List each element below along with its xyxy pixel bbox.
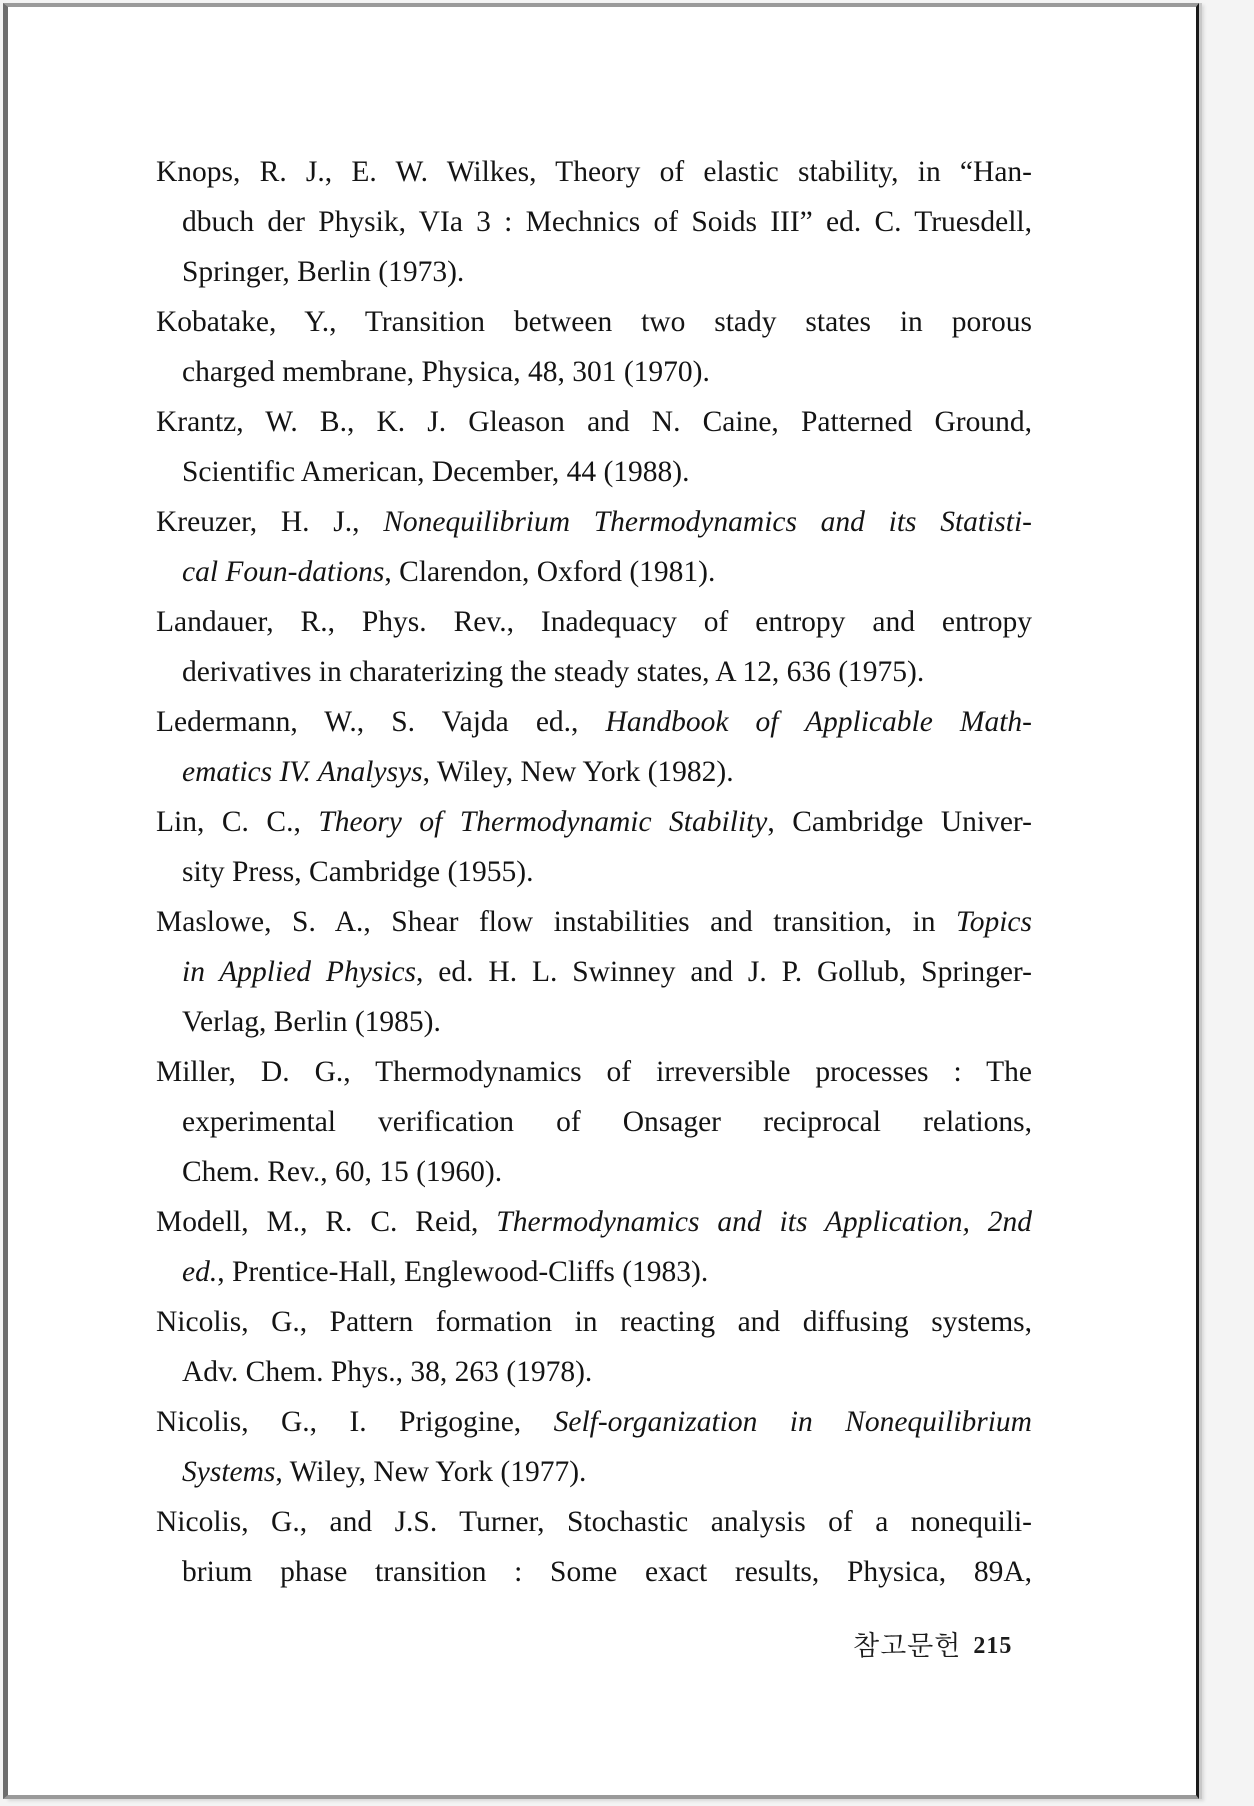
reference-text: Lin, C. C., (156, 806, 319, 838)
reference-entry (156, 297, 1032, 397)
reference-line (156, 1397, 1032, 1447)
reference-text: Kreuzer, H. J., (156, 506, 384, 538)
reference-text: Ledermann, W., S. Vajda ed., (156, 706, 606, 738)
reference-text: charged membrane, Physica, 48, 301 (1970). (182, 356, 710, 388)
reference-line (156, 747, 1032, 797)
reference-entry (156, 1197, 1032, 1297)
reference-text: Miller, D. G., Thermodynamics of irreversible processes : The (156, 1056, 1032, 1088)
reference-text: Kobatake, Y., Transition between two stady states in porous (156, 306, 1032, 338)
reference-line (156, 1097, 1032, 1147)
reference-title-italic: Thermodynamics and its Application, 2nd (496, 1206, 1032, 1238)
reference-line (156, 797, 1032, 847)
reference-text: Nicolis, G., I. Prigogine, (156, 1406, 554, 1438)
reference-entry (156, 1397, 1032, 1497)
reference-line (156, 397, 1032, 447)
reference-title-italic: ematics IV. Analysys (182, 756, 423, 788)
reference-text: experimental verification of Onsager reciprocal relations, (182, 1106, 1032, 1138)
reference-line (156, 847, 1032, 897)
reference-line (156, 547, 1032, 597)
reference-entry (156, 147, 1032, 297)
reference-line (156, 1297, 1032, 1347)
reference-entry (156, 697, 1032, 797)
reference-line (156, 1197, 1032, 1247)
reference-line (156, 297, 1032, 347)
reference-title-italic: Handbook of Applicable Math- (605, 706, 1033, 738)
reference-title-italic: in Applied Physics (182, 956, 417, 988)
reference-text: Landauer, R., Phys. Rev., Inadequacy of entropy and entropy (156, 606, 1032, 638)
reference-entry (156, 397, 1032, 497)
reference-text: Modell, M., R. C. Reid, (156, 1206, 497, 1238)
reference-text: Scientific American, December, 44 (1988). (182, 456, 690, 488)
reference-list (156, 147, 1032, 1597)
reference-line (156, 1347, 1032, 1397)
reference-text: , Wiley, New York (1982). (422, 756, 734, 788)
reference-text: Nicolis, G., and J.S. Turner, Stochastic analysis of a nonequili- (156, 1506, 1032, 1538)
reference-title-italic: ed. (182, 1256, 218, 1288)
reference-text: Adv. Chem. Phys., 38, 263 (1978). (182, 1356, 593, 1388)
reference-line (156, 1247, 1032, 1297)
reference-entry (156, 797, 1032, 897)
reference-entry (156, 497, 1032, 597)
reference-line (156, 447, 1032, 497)
reference-line (156, 247, 1032, 297)
reference-line (156, 697, 1032, 747)
reference-line (156, 1447, 1032, 1497)
reference-line (156, 1497, 1032, 1547)
reference-text: Nicolis, G., Pattern formation in reacting and diffusing systems, (156, 1306, 1032, 1338)
section-title: 참고문헌 (853, 1631, 962, 1662)
reference-title-italic: Nonequilibrium Thermodynamics and its Statisti- (383, 506, 1032, 538)
reference-line (156, 597, 1032, 647)
reference-text: , Cambridge Univer- (767, 806, 1032, 838)
reference-entry (156, 897, 1032, 1047)
reference-text: Krantz, W. B., K. J. Gleason and N. Caine, Patterned Ground, (156, 406, 1032, 438)
reference-line (156, 947, 1032, 997)
document-page (3, 3, 1199, 1799)
reference-text: , Wiley, New York (1977). (275, 1456, 587, 1488)
reference-line (156, 997, 1032, 1047)
reference-entry (156, 1497, 1032, 1597)
reference-line (156, 897, 1032, 947)
reference-text: derivatives in charaterizing the steady states, A 12, 636 (1975). (182, 656, 925, 688)
page-footer (853, 1624, 1012, 1663)
reference-line (156, 147, 1032, 197)
reference-text: , Prentice-Hall, Englewood-Cliffs (1983). (217, 1256, 709, 1288)
reference-line (156, 1147, 1032, 1197)
reference-text: Chem. Rev., 60, 15 (1960). (182, 1156, 503, 1188)
reference-text: brium phase transition : Some exact results, Physica, 89A, (182, 1556, 1032, 1588)
reference-entry (156, 597, 1032, 697)
reference-text: , Clarendon, Oxford (1981). (384, 556, 716, 588)
reference-text: Maslowe, S. A., Shear flow instabilities and transition, in (156, 906, 957, 938)
reference-line (156, 1047, 1032, 1097)
reference-text: , ed. H. L. Swinney and J. P. Gollub, Springer- (416, 956, 1032, 988)
reference-title-italic: Theory of Thermodynamic Stability (318, 806, 768, 838)
reference-text: dbuch der Physik, VIa 3 : Mechnics of Soids III” ed. C. Truesdell, (182, 206, 1032, 238)
page-number: 215 (973, 1633, 1013, 1659)
reference-title-italic: Topics (956, 906, 1032, 938)
reference-entry (156, 1047, 1032, 1197)
reference-line (156, 347, 1032, 397)
reference-text: sity Press, Cambridge (1955). (182, 856, 534, 888)
reference-title-italic: Self-organization in Nonequilibrium (553, 1406, 1032, 1438)
reference-text: Springer, Berlin (1973). (182, 256, 465, 288)
reference-line (156, 197, 1032, 247)
reference-line (156, 647, 1032, 697)
reference-text: Verlag, Berlin (1985). (182, 1006, 441, 1038)
reference-entry (156, 1297, 1032, 1397)
reference-title-italic: cal Foun-dations (182, 556, 385, 588)
reference-line (156, 497, 1032, 547)
reference-line (156, 1547, 1032, 1597)
reference-title-italic: Systems (182, 1456, 276, 1488)
reference-text: Knops, R. J., E. W. Wilkes, Theory of elastic stability, in “Han- (156, 156, 1032, 188)
